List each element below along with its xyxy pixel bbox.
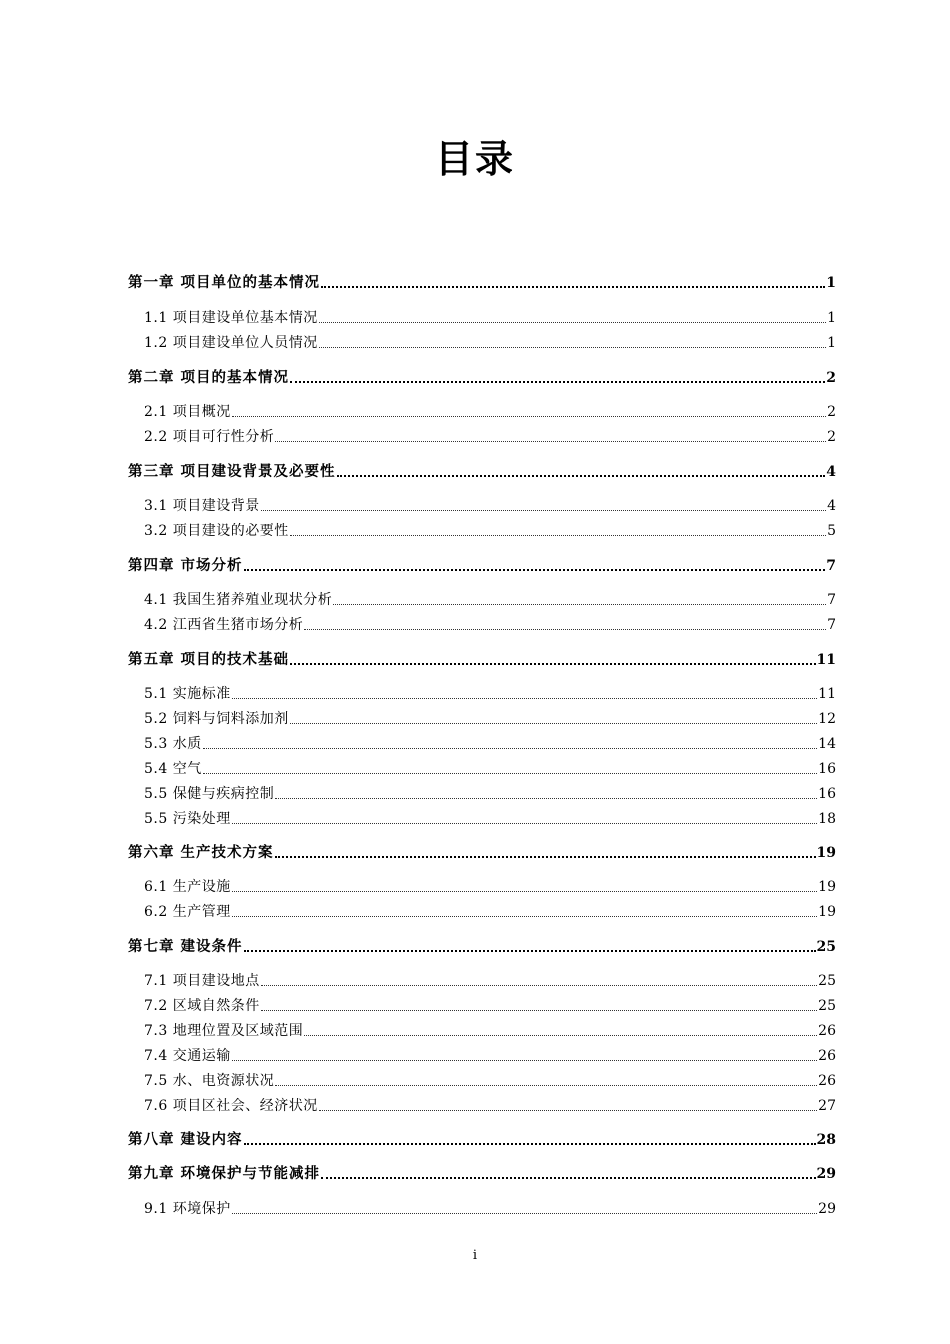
toc-entry-label: 5.5 保健与疾病控制 xyxy=(144,786,275,802)
toc-dot-leader xyxy=(319,1109,817,1111)
toc-dot-leader xyxy=(244,568,826,571)
toc-entry-page: 25 xyxy=(818,998,836,1014)
toc-chapter-entry[interactable] xyxy=(128,365,836,387)
toc-entry-page: 26 xyxy=(818,1073,836,1089)
toc-dot-leader xyxy=(275,1084,817,1086)
toc-entry-page: 18 xyxy=(818,811,836,827)
toc-dot-leader xyxy=(337,474,826,477)
toc-entry-label: 第七章 建设条件 xyxy=(128,938,243,955)
toc-chapter-entry[interactable] xyxy=(128,270,836,292)
toc-entry-label: 7.3 地理位置及区域范围 xyxy=(144,1023,304,1039)
toc-entry-page: 19 xyxy=(816,845,836,861)
toc-entry-label: 第五章 项目的技术基础 xyxy=(128,651,290,668)
toc-entry-label: 第三章 项目建设背景及必要性 xyxy=(128,463,336,480)
toc-dot-leader xyxy=(261,509,826,511)
toc-section-entry[interactable] xyxy=(144,1068,836,1090)
toc-entry-page: 14 xyxy=(818,736,836,752)
toc-entry-label: 5.4 空气 xyxy=(144,761,202,777)
toc-section-entry[interactable] xyxy=(144,330,836,352)
toc-entry-page: 26 xyxy=(818,1048,836,1064)
toc-dot-leader xyxy=(304,1034,817,1036)
toc-entry-page: 1 xyxy=(827,335,836,351)
toc-entry-label: 4.1 我国生猪养殖业现状分析 xyxy=(144,592,333,608)
toc-entry-page: 2 xyxy=(827,429,836,445)
toc-entry-label: 第九章 环境保护与节能减排 xyxy=(128,1165,321,1182)
toc-dot-leader xyxy=(319,321,826,323)
toc-entry-page: 16 xyxy=(818,786,836,802)
toc-entry-label: 5.1 实施标准 xyxy=(144,686,231,702)
toc-dot-leader xyxy=(321,1176,815,1179)
toc-entry-page: 11 xyxy=(816,652,836,668)
toc-section-entry[interactable] xyxy=(144,756,836,778)
toc-section-entry[interactable] xyxy=(144,1093,836,1115)
toc-section-entry[interactable] xyxy=(144,305,836,327)
toc-entry-page: 25 xyxy=(818,973,836,989)
toc-section-entry[interactable] xyxy=(144,731,836,753)
toc-entry-page: 26 xyxy=(818,1023,836,1039)
toc-dot-leader xyxy=(275,440,826,442)
toc-section-entry[interactable] xyxy=(144,874,836,896)
toc-entry-page: 25 xyxy=(816,939,836,955)
toc-entry-page: 27 xyxy=(818,1098,836,1114)
page-number: i xyxy=(472,1248,478,1263)
toc-entry-label: 6.2 生产管理 xyxy=(144,904,231,920)
toc-entry-page: 7 xyxy=(826,558,836,574)
toc-entry-label: 5.5 污染处理 xyxy=(144,811,231,827)
toc-entry-page: 1 xyxy=(827,310,836,326)
toc-entry-label: 5.3 水质 xyxy=(144,736,202,752)
toc-entry-label: 3.2 项目建设的必要性 xyxy=(144,523,289,539)
toc-entry-label: 1.2 项目建设单位人员情况 xyxy=(144,335,318,351)
toc-entry-page: 4 xyxy=(826,464,836,480)
toc-section-entry[interactable] xyxy=(144,518,836,540)
toc-entry-page: 19 xyxy=(818,904,836,920)
toc-entry-page: 2 xyxy=(826,370,836,386)
toc-section-entry[interactable] xyxy=(144,587,836,609)
toc-chapter-entry[interactable] xyxy=(128,1161,836,1183)
toc-entry-label: 7.1 项目建设地点 xyxy=(144,973,260,989)
toc-section-entry[interactable] xyxy=(144,968,836,990)
toc-entry-label: 5.2 饲料与饲料添加剂 xyxy=(144,711,289,727)
toc-dot-leader xyxy=(232,890,817,892)
toc-dot-leader xyxy=(203,747,817,749)
toc-entry-label: 4.2 江西省生猪市场分析 xyxy=(144,617,304,633)
toc-section-entry[interactable] xyxy=(144,1196,836,1218)
toc-dot-leader xyxy=(244,1142,816,1145)
toc-section-entry[interactable] xyxy=(144,899,836,921)
toc-entry-page: 16 xyxy=(818,761,836,777)
page-title: 目录 xyxy=(434,137,515,181)
toc-chapter-entry[interactable] xyxy=(128,840,836,862)
toc-dot-leader xyxy=(261,1009,817,1011)
toc-entry-label: 1.1 项目建设单位基本情况 xyxy=(144,310,318,326)
toc-chapter-entry[interactable] xyxy=(128,459,836,481)
toc-entry-label: 7.5 水、电资源状况 xyxy=(144,1073,275,1089)
toc-section-entry[interactable] xyxy=(144,399,836,421)
toc-entry-label: 第四章 市场分析 xyxy=(128,557,243,574)
toc-entry-page: 7 xyxy=(827,592,836,608)
toc-dot-leader xyxy=(261,984,817,986)
toc-dot-leader xyxy=(232,415,826,417)
toc-section-entry[interactable] xyxy=(144,706,836,728)
toc-dot-leader xyxy=(290,722,817,724)
toc-entry-label: 6.1 生产设施 xyxy=(144,879,231,895)
toc-section-entry[interactable] xyxy=(144,424,836,446)
toc-entry-label: 9.1 环境保护 xyxy=(144,1201,231,1217)
toc-entry-label: 第一章 项目单位的基本情况 xyxy=(128,274,321,291)
toc-chapter-entry[interactable] xyxy=(128,553,836,575)
toc-dot-leader xyxy=(333,603,826,605)
toc-entry-label: 2.2 项目可行性分析 xyxy=(144,429,275,445)
toc-section-entry[interactable] xyxy=(144,993,836,1015)
toc-section-entry[interactable] xyxy=(144,1018,836,1040)
toc-entry-label: 7.4 交通运输 xyxy=(144,1048,231,1064)
toc-dot-leader xyxy=(290,662,815,665)
toc-entry-label: 7.6 项目区社会、经济状况 xyxy=(144,1098,318,1114)
toc-dot-leader xyxy=(244,949,816,952)
toc-section-entry[interactable] xyxy=(144,1043,836,1065)
toc-entry-label: 第六章 生产技术方案 xyxy=(128,844,274,861)
toc-dot-leader xyxy=(290,380,825,383)
toc-dot-leader xyxy=(232,697,817,699)
toc-entry-page: 4 xyxy=(827,498,836,514)
toc-section-entry[interactable] xyxy=(144,781,836,803)
toc-entry-label: 3.1 项目建设背景 xyxy=(144,498,260,514)
toc-dot-leader xyxy=(232,1212,817,1214)
toc-dot-leader xyxy=(275,797,817,799)
toc-entry-label: 7.2 区域自然条件 xyxy=(144,998,260,1014)
toc-section-entry[interactable] xyxy=(144,612,836,634)
toc-chapter-entry[interactable] xyxy=(128,1127,836,1149)
toc-dot-leader xyxy=(203,772,817,774)
toc-dot-leader xyxy=(232,822,817,824)
toc-entry-page: 2 xyxy=(827,404,836,420)
toc-dot-leader xyxy=(290,534,826,536)
toc-entry-page: 1 xyxy=(826,275,836,291)
toc-entry-page: 19 xyxy=(818,879,836,895)
toc-chapter-entry[interactable] xyxy=(128,934,836,956)
toc-entry-page: 5 xyxy=(827,523,836,539)
toc-dot-leader xyxy=(319,346,826,348)
toc-entry-page: 29 xyxy=(816,1166,836,1182)
toc-dot-leader xyxy=(321,285,825,288)
toc-chapter-entry[interactable] xyxy=(128,647,836,669)
toc-entry-page: 29 xyxy=(818,1201,836,1217)
toc-entry-label: 第二章 项目的基本情况 xyxy=(128,369,290,386)
toc-entry-label: 第八章 建设内容 xyxy=(128,1131,243,1148)
toc-entry-page: 12 xyxy=(818,711,836,727)
toc-dot-leader xyxy=(232,915,817,917)
toc-section-entry[interactable] xyxy=(144,493,836,515)
toc-dot-leader xyxy=(275,855,816,858)
toc-entry-page: 28 xyxy=(816,1132,836,1148)
toc-entry-label: 2.1 项目概况 xyxy=(144,404,231,420)
toc-section-entry[interactable] xyxy=(144,806,836,828)
toc-dot-leader xyxy=(304,628,826,630)
toc-dot-leader xyxy=(232,1059,817,1061)
toc-entry-page: 7 xyxy=(827,617,836,633)
toc-entry-page: 11 xyxy=(818,686,836,702)
toc-section-entry[interactable] xyxy=(144,681,836,703)
